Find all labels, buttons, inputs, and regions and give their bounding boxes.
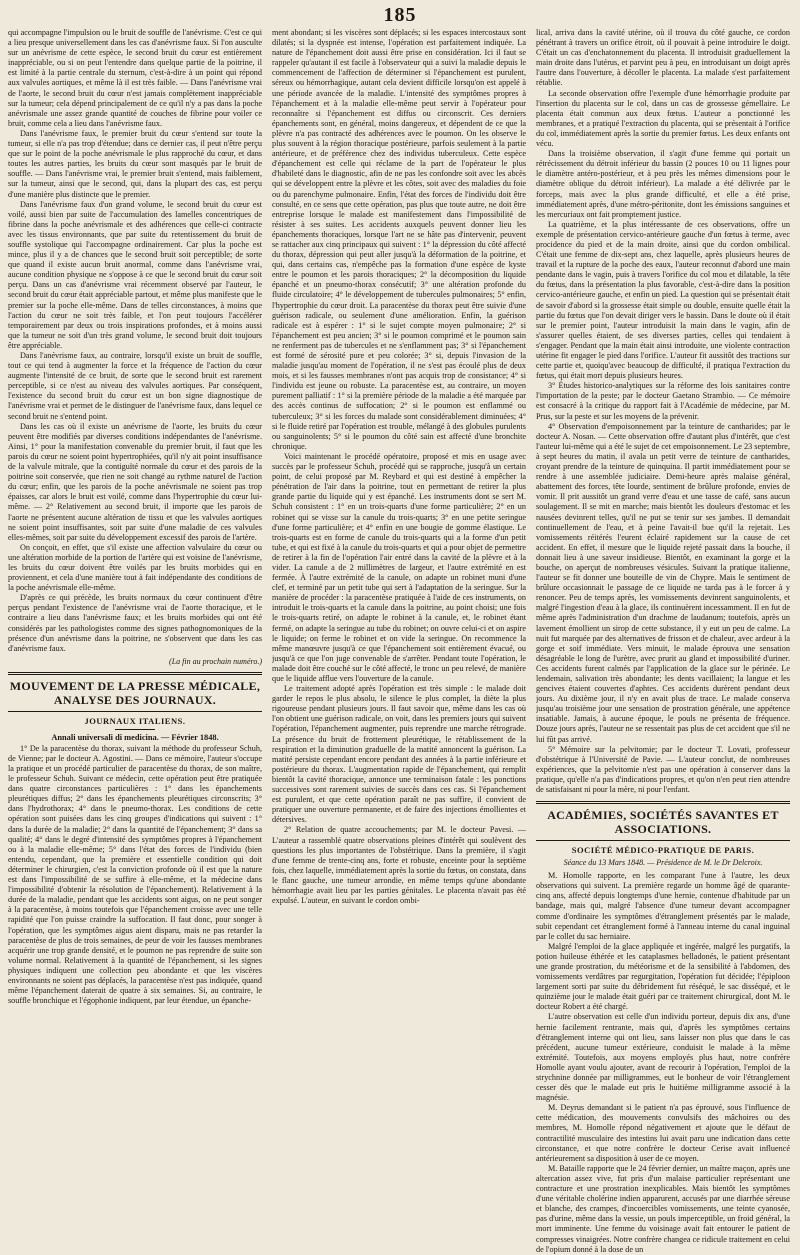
subheading-society: SOCIÉTÉ MÉDICO-PRATIQUE DE PARIS. [571, 845, 755, 856]
paragraph: qui accompagne l'impulsion ou le bruit de souffle de l'anévrisme. C'est ce qui a lieu presque universellement dans les cas d'anévrisme faux. Si l'on ausculte sur un anévrisme de cette espèce, le second bruit du cœur est entièrement inappréciable, ou si on peut l'entendre dans quelque partie de la poitrine, il est limité à la partie centrale du sternum, c'est-à-dire à un point qui répond aux valvules aortiques, et même là il est très faible. — Dans l'anévrisme vrai de l'aorte, le second bruit du cœur n'est jamais complètement inappréciable sur la tumeur; cela dépend principalement de ce qu'il n'y a pas dans la poche anévrismale une assez grande quantité de couches de fibrine pour voiler ce bruit, comme cela a lieu dans l'anévrisme faux. [8, 28, 262, 128]
section-divider [536, 801, 790, 804]
paragraph: lical, arriva dans la cavité utérine, où il trouva du côté gauche, ce cordon pénétrant à travers un orifice étroit, où il pouvait à peine introduire le doigt. C'était un cas d'enchatonnement du placenta. Il introduisit graduellement la main droite dans l'utérus, et parvint peu à peu, en introduisant un doigt après l'autre dans l'ouverture, à décoller le placenta. La malade s'est parfaitement rétablie. [536, 28, 790, 88]
paragraph: 1° De la paracentèse du thorax, suivant la méthode du professeur Schuh, de Vienne; par le docteur A. Agostini. — Dans ce mémoire, l'auteur s'occupe la pratique et un procédé particulier de paracentèse du thorax, de son maître, le professeur Schuh. Suivant ce médecin, cette opération peut être pratiquée dans quatre circonstances particulières : 1° dans les épanchements pleurétiques diffus; 2° dans les épanchements pleurétiques circonscrits; 3° dans l'hydrothorax; 4° dans le pneumo-thorax. Les conditions de cette opération sont puisées dans les cinq groupes d'indications qui suivent : 1° dans la durée de la maladie; 2° dans la quantité de l'épanchement; 3° dans sa qualité; 4° dans le degré d'intensité des symptômes propres à l'épanchement ou à la maladie elle-même; 5° dans l'état des forces de l'individu (bien entendu, cependant, que la première et essentielle condition qui doit déterminer le chirurgien, c'est la conviction profonde où il est que la nature est dans l'impossibilité de se suffire à elle-même, et la médecine dans l'impossibilité d'obtenir la résolution de l'épanchement). Relativement à la durée de la maladie, pendant que les accidents sont aigus, on ne peut songer à la paracentèse, à moins toutefois que l'épanchement croisse avec une telle rapidité que l'on puisse craindre la suffocation. Il faut donc, pour songer à l'opération, que les symptômes aigus aient disparu, mais ne pas retarder la paracentèse de plus de trois semaines, de peur de voir les fausses membranes acquérir une trop grande densité, et le poumon ne pas reprendre de suite son volume normal. Relativement à la quantité de l'épanchement, si les signes physiques indiquent une collection peu abondante et que les viscères environnants ne soient pas déplacés, la paracentèse n'est pas indiquée, quand même l'épanchement daterait de quatre à six semaines. Si, au contraire, le souffle bronchique et l'égophonie indiquent, par leur étendue, un épanche- [8, 743, 262, 1006]
paragraph: La seconde observation offre l'exemple d'une hémorrhagie produite par l'insertion du placenta sur le col, dans un cas de grossesse gémellaire. Le placenta était commun aux deux fœtus. L'auteur a ponctionné les membranes, et a pratiqué l'extraction du placenta, qui se présentait à l'orifice du col, immédiatement après la sortie du premier fœtus. Les deux enfants ont vécu. [536, 88, 790, 149]
page-number: 185 [383, 4, 417, 26]
paragraph: L'autre observation est celle d'un individu porteur, depuis dix ans, d'une hernie facilement rentrante, mais qui, d'après les symptômes certains d'étranglement interne qui ont lieu, sans laisser non plus que dans le cas précédent, aucune tumeur extérieure, conduisit le malade à la même extrémité. Toutefois, aux moyens employés plus haut, notre confrère Homolle ayant voulu ajouter, avant de recourir à l'opération, l'emploi de la strychnine donnée par milligrammes, eut le bonheur de voir l'étranglement cesser dès que le malade eut pris le huitième milligramme associé à la magnésie. [536, 1012, 790, 1103]
paragraph: On conçoit, en effet, que s'il existe une affection valvulaire du cœur ou une altération morbide de la portion de l'artère qui est voisine de l'anévrisme, les bruits du cœur doivent être voilés par les bruits morbides qui en proviennent, et cela d'une manière tout à fait indépendante des conditions de la poche anévrismale elle-même. [8, 542, 262, 593]
paragraph: 4° Observation d'empoisonnement par la teinture de cantharides; par le docteur A. Nosan. — Cette observation offre d'autant plus d'intérêt, que c'est l'auteur lui-même qui a été le sujet de cet empoisonnement. Le 23 septembre, à sept heures du matin, il avala un petit verre de teinture de cantharides, croyant prendre de la teinture de quinquina. Il partit immédiatement pour se rendre à une assemblée judiciaire. Demi-heure après malaise général, abattement des forces, tête lourde, sentiment de brûlure profonde, envies de vomir. Il prit aussitôt un grand verre d'eau et une tasse de café, sans aucun soulagement. Il se mit en marche; mais bientôt les douleurs d'estomac et les nausées devinrent telles, qu'il ne put se tenir sur ses jambes. Il demandait continuellement de l'eau, et à peine l'avait-il bue qu'il la rejetait. Les vomissements réitérés l'eurent éclairé rapidement sur la cause de cet accident. En effet, il mesure que le liquide rejeté passait dans la bouche, il donnait lieu à une saveur insidieuse. Bientôt, en examinant la gorge et la bouche, on aperçut de nombreuses vésicules. Suivant la pratique italienne, l'auteur se fit donner une bouteille de vin de Chypre. Mais le sentiment de brûlure occasionnait le passage de ce liquide ne tarda pas à le forcer à y renoncer. Peu de temps après, les vomissements devinrent sanguinolents, et malgré l'ingestion d'eau à la glace, ils continuèrent incessamment. Il en fut de même après l'administration d'un drachme de laudanum; toutefois, après un lavement émollient un sirop de cette substance, il y eut un peu de calme. La nuit fut marquée par des alternatives de frisson et de chaleur, avec ardeur à la gorge et soif immédiate. Vers minuit, le malade éprouva une sensation désagréable le long de l'urètre, avec prurit au gland et impossibilité d'uriner. Ces accidents furent calmés par l'application de la glace sur le périnée. Le lendemain, salivation très abondante; les dents vacillaient; la langue et les gencives étaient couvertes d'aphtes. Ces accidents durèrent pendant deux jours. Au dixième jour, il n'y en avait plus de trace. Le malade conserva jusqu'au troisième jour une sensation de prostration générale, une appétence insatiable. Jamais, à aucune époque, le pouls ne présenta de fréquence. Douze jours après, l'auteur ne se ressentait pas plus de cet accident que s'il ne lui fût pas arrivé. [536, 421, 790, 744]
paragraph: M. Deyrus demandant si le patient n'a pas éprouvé, sous l'influence de cette médication, des mouvements convulsifs des mâchoires ou des membres, M. Homolle répond négativement et ajoute que le défaut de contractilité musculaire des intestins lui avait paru une indication dans cette circonstance, et que notre confrère le docteur Cerise avait influencé antérieurement sa disposition à user de ce moyen. [536, 1103, 790, 1163]
paragraph: D'après ce qui précède, les bruits normaux du cœur continuent d'être perçus pendant l'existence de l'anévrisme vrai de l'aorte thoracique, et le contraire a lieu dans l'anévrisme faux; et les bruits morbides qui ont été considérés par les pathologistes comme des signes pathognomoniques de la présence d'un anévrisme dans la poitrine, ne s'observent que dans les cas d'anévrisme faux. [8, 593, 262, 653]
column-right [536, 28, 790, 1255]
three-columns [8, 28, 792, 1255]
section-heading-press: MOUVEMENT DE LA PRESSE MÉDICALE, ANALYSE DES JOURNAUX. [9, 678, 261, 707]
subheading-journals: JOURNAUX ITALIENS. [84, 715, 186, 726]
journal-title: Annali universali di medicina. — Février 1848. [51, 732, 219, 742]
paragraph: La quatrième, et la plus intéressante de ces observations, offre un exemple de présentation cervico-antérieure gauche d'un fœtus à terme, avec procidence du pied et de la main droite, ainsi que du cordon ombilical. C'était une femme de dix-sept ans, chez laquelle, après plusieurs heures de travail et la rupture de la poche des eaux, l'auteur reconnut d'abord une main pendante dans le vagin, puis à travers l'orifice du col mou et dilatable, la tête du fœtus, dans la présentation la plus favorable, c'est-à-dire dans la position cervico-antérieure gauche, et enfin un pied. La question qui se présentait était de savoir d'abord si la grossesse était simple ou double, ensuite quelle était la partie du fœtus que l'on devait diriger vers le bassin. Dans le doute où il était sur le premier point, l'auteur introduisit la main dans le vagin, afin de s'assurer quelles étaient, de ses diverses parties, celles qui tendaient à s'engager. Pendant que la main était ainsi introduite, une violente contraction utérine fit engager le pied dans l'orifice. L'auteur fit aussitôt des tractions sur cette partie et, quoiqu'avec beaucoup de difficulté, il pratiqua l'extraction du fœtus, qui était mort depuis plusieurs heures. [536, 219, 790, 381]
divider [8, 711, 262, 712]
paragraph: 3° Études historico-analytiques sur la réforme des lois sanitaires contre l'importation de la peste; par le docteur Gaetano Strambio. — Ce mémoire est consacré à la critique du rapport fait à l'Académie de médecine, par M. Prus, sur la peste et sur les moyens de la prévenir. [536, 381, 790, 421]
paragraph: Voici maintenant le procédé opératoire, proposé et mis en usage avec succès par le professeur Schuh, procédé qui se rapproche, jusqu'à un certain point, de celui proposé par M. Reybard et qui est destiné à empêcher la pénétration de l'air dans la poitrine, tout en permettant de retirer la plus grande partie du liquide qui y est épanché. Les instruments dont se sert M. Schuh consistent : 1° en un trois-quarts d'une forme particulière; 2° en un robinet qui se visse sur la canule du trois-quarts; 3° en une petite seringue d'une forme particulière; et 4° enfin en une bougie de gomme élastique. Le trois-quarts est en forme de canule du trois-quarts qui a la forme d'un petit tube, et qui est fixé à la canule du trois-quarts et qui a pour objet de permettre de retirer à la fin de l'opération l'air entré dans la cavité de la plèvre et à la vider. La canule a de 2 millimètres de largeur, et l'autre extrémité en est fermée. À l'autre extrémité de la canule, on adapte un robinet muni d'une clef, et terminé par un petit tube qui sert à l'adaptation de la seringue. Sur la manière de procéder : la paracentèse pratiquée à l'aide de ces instruments, on introduit le trois-quarts et la canule dans la poitrine, au point choisi; une fois le trois-quarts retiré, on adapte le robinet à la canule, et, le robinet étant fermé, on adapte la seringue au tube du robinet; on ouvre celui-ci et on aspire le liquide; on ferme le robinet et on vide la seringue. On recommence la même manœuvre jusqu'à ce que l'épanchement soit entièrement évacué, ou jusqu'à ce que l'on juge convenable de s'arrêter. Pendant toute l'opération, le malade doit être couché sur le côté affecté, le tronc un peu relevé, de manière que le liquide afflue vers l'ouverture de la canule. [272, 451, 526, 683]
column-middle [272, 28, 526, 906]
paragraph: Dans la troisième observation, il s'agit d'une femme qui portait un rétrécissement du détroit inférieur du bassin (2 pouces 10 ou 11 lignes pour le diamètre antéro-postérieur, et à peu près les mêmes dimensions pour le diamètre oblique du détroit inférieur). La malade a été délivrée par le forceps, mais avec la plus grande difficulté, et elle a été prise, immédiatement après, d'une métro-péritonite, dont les émissions sanguines et les mercuriaux ont fait promptement justice. [536, 149, 790, 219]
paragraph: ment abondant; si les viscères sont déplacés; si les espaces intercostaux sont dilatés; si la dyspnée est intense, l'opération est parfaitement indiquée. La nature de l'épanchement doit aussi être prise en considération. Ici il faut se rappeler qu'autant il est facile à l'observateur qui a suivi la maladie depuis le commencement de l'affection de déterminer si l'épanchement est purulent, séreux ou hémorrhagique, autant cela devient difficile lorsqu'on est appelé à une période avancée de la maladie. L'intensité des symptômes propres à l'épanchement et à la maladie elle-même peut servir à l'opérateur pour reconnaître si l'épanchement est diffus ou circonscrit. Ces derniers épanchements sont, en général, moins dangereux, et dépendent de ce que la plèvre n'a pas contracté des adhérences avec le poumon. On les observe le plus souvent à la région thoracique postérieure, parfois seulement à la partie antérieure, et de préférence chez des individus tuberculeux. Cette espèce d'épanchement est celle qui réclame de la part de l'opérateur le plus d'habileté dans le diagnostic, afin de ne pas les confondre soit avec les abcès qui se développent entre la plèvre et les côtes, soit avec des maladies du foie ou du parenchyme pulmonaire. Enfin, l'état des forces de l'individu doit être consulté, en ce sens que cette opération, pas plus que toute autre, ne doit être entreprise lorsque le malade est manifestement dans l'impossibilité de résister à ses suites. Les accidents auxquels peuvent donner lieu les épanchements thoraciques, lorsque l'art ne se hâte pas d'intervenir, peuvent se rattacher aux cinq principaux qui suivent : 1° la dépression du côté affecté du thorax, dépression qui peut aller jusqu'à la déformation de la poitrine, et qui, dans certains cas, n'empêche pas la formation d'une espèce de kyste entre le poumon et les parois thoraciques; 2° la décomposition du liquide épanché et un pneumo-thorax consécutif; 3° une altération profonde du fluide circulatoire; 4° le développement de tubercules pulmonaires; 5° enfin, l'hypertrophie du cœur droit. La paracentèse du thorax peut être suivie d'une guérison radicale, ou seulement d'une amélioration. Enfin, la guérison radicale est à espérer : 1° si le sujet compte moyen pulmonaire; 2° si l'épanchement est peu ancien; 3° si le poumon comprimé et le poumon sain ne renferment pas de tubercules et ne s'enflamment pas; 3° si l'épanchement est formé de sérosité pure et peu colorée; 3° si, depuis l'invasion de la maladie jusqu'au moment de l'opération, il ne s'est pas écoulé plus de deux mois, et si les fausses membranes n'ont pas acquis trop de consistance; 4° si l'individu est jeune ou robuste. La paracentèse est, au contraire, un moyen purement palliatif : 1° si la première période de la maladie a été marquée par des accès continus de suffocation; 2° si le poumon est enflammé ou tuberculeux; 3° si les forces du malade sont considérablement diminuées; 4° si le fluide retiré par l'opération est trouble, mélangé à des globules purulents ou sanguinolents; 5° si le poumon du côté sain est affecté d'une bronchite chronique. [272, 28, 526, 451]
paragraph: Dans l'anévrisme faux d'un grand volume, le second bruit du cœur est voilé, aussi bien par suite de l'accumulation des lamelles concentriques de fibrine dans la poche anévrismale et des adhérences que celle-ci contracte avec les tissus environnants, que par suite du retentissement du bruit de souffle systolique qui l'accompagne ordinairement. Car plus la poche est mince, plus il y a de chances que le second bruit soit perceptible; de sorte que quand il existe aucun bruit anormal, comme dans l'anévrisme vrai, aucune condition physique ne s'oppose à ce que le second bruit du cœur soit perçu. Dans un cas d'anévrisme vrai récemment observé par l'auteur, le second bruit du cœur était appréciable partout, et même plus manifeste que le premier sur la poche elle-même. Dans de telles circonstances, à moins que l'action du cœur ne soit très faible, et l'on peut toujours l'accélérer temporairement par deux ou trois inspirations profondes, et à moins aussi que la tumeur ne soit d'un très grand volume, le second bruit doit toujours être appréciable. [8, 199, 262, 350]
paragraph: Dans l'anévrisme faux, le premier bruit du cœur s'entend sur toute la tumeur, si elle n'a pas trop d'étendue; dans ce dernier cas, il peut n'être perçu que sur le point de la poche anévrismale le plus rapproché du cœur, et dans toutes les autres parties, les bruits du cœur sont masqués par le bruit de souffle. — Dans l'anévrisme vrai, le premier bruit s'entend, mais faiblement, sur la tumeur, ainsi que le second, qui, dans la plupart des cas, est perçu d'une manière plus distincte que le premier. [8, 128, 262, 199]
paragraph: 2° Relation de quatre accouchements; par M. le docteur Pavesi. — L'auteur a rassemblé quatre observations pleines d'intérêt qui soulèvent des questions les plus importantes de l'obstétrique. Dans la première, il s'agit d'une femme de trente-cinq ans, forte et robuste, enceinte pour la septième fois, chez laquelle, immédiatement après la sortie du fœtus, on constata, dans le flanc gauche, une tumeur arrondie, en même temps qu'une abondante hémorrhagie avait lieu par les parties génitales. Le placenta n'avait pas été expulsé. L'auteur, en suivant le cordon ombi- [272, 825, 526, 906]
paragraph: Malgré l'emploi de la glace appliquée et ingérée, malgré les purgatifs, la potion huileuse éthérée et les cataplasmes belladonés, le patient présentant une grande prostration, du météorisme et de la sensibilité à l'abdomen, des vomissements verdâtres par regurgitation, l'opération fut décidée; l'épiploon largement sorti par suite du débridement fut réséqué, le sac disséqué, et le quinzième jour le malade était guéri par ce traitement chirurgical, dont M. le docteur Robert a été chargé. [536, 941, 790, 1012]
section-divider [8, 672, 262, 675]
session-info: Séance du 13 Mars 1848. — Présidence de M. le Dr Delcroix. [563, 858, 763, 868]
paragraph: M. Bataille rapporte que le 24 février dernier, un maître maçon, après une altercation assez vive, fut pris d'un malaise particulier représentant une contracture et une prostration inexplicables. Mais bientôt les symptômes d'une véritable cholérine indien apparurent, accusés par une diarrhée séreuse et blanche, des crampes, d'incoercibles vomissements, une teinte cyanosée, pas d'urine, même dans la vessie, un pouls imperceptible, un froid général, la mort imminente. Une femme du voisinage avait fait entourer le patient de compresses vinaigrées. Notre confrère changea ce ridicule traitement en celui de l'opium donné à la dose de un [536, 1163, 790, 1254]
column-left [8, 28, 262, 1006]
paragraph: Dans les cas où il existe un anévrisme de l'aorte, les bruits du cœur peuvent être modifiés par diverses conditions indépendantes de l'anévrisme. Ainsi, 1° pour la manifestation convenable du premier bruit, il faut que les parois du cœur ne soient point hypertrophiées, qu'il n'y ait point insuffisance de la valvule mitrale, que la contiguïté normale du cœur et des parois de la poitrine soit conservée, que rien ne soit changé au rythme naturel de l'action du cœur; enfin, que les parois de la poche anévrismale ne soient pas trop épaisses, car alors le bruit est voilé, comme dans l'hypertrophie du cœur lui-même. — 2° Relativement au second bruit, il importe que les parois de l'aorte ne présentent aucune altération de tissu et que les valvules aortiques ne soient point insuffisantes, soit par suite d'une maladie de ces valvules elles-mêmes, soit par suite du développement excessif des parois de l'artère. [8, 421, 262, 542]
paragraph: Le traitement adopté après l'opération est très simple : le malade doit garder le repos le plus absolu, le silence le plus complet, la diète la plus rigoureuse pendant plusieurs jours. Il faut savoir que, même dans les cas où l'on obtient une guérison radicale, on voit, dans les premiers jours qui suivent l'opération, l'épanchement augmenter, puis reprendre une marche rétrograde. La présence du bruit de frottement pleurétique, le rétablissement de la respiration et la diminution graduelle de la matité annoncent la guérison. La matité persiste cependant encore pendant des années à la partie inférieure et postérieure du thorax. L'augmentation rapide de l'épanchement, qui remplit bientôt la cavité thoracique, annonce une terminaison fatale : les ponctions successives sont rarement suivies de succès dans ces cas. Si l'épanchement est purulent, et que cette opération paraît ne pas suffire, il convient de pratiquer une ouverture permanente, et de faire des injections émollientes et détersives. [272, 684, 526, 825]
paragraph: M. Homolle rapporte, en les comparant l'une à l'autre, les deux observations qui suivent. La première regarde un homme âgé de quarante-cinq ans, affecté depuis longtemps d'une hernie, contenue d'habitude par un bandage, mais qui, malgré l'absence d'une tumeur devant accompagner comme d'ordinaire les symptômes d'étranglement présentés par le malade, subit cependant cet étranglement formé à l'anneau interne du canal inguinal par le collet du sac herniaire. [536, 871, 790, 941]
continuation-note: (La fin au prochain numéro.) [169, 656, 262, 666]
section-heading-academies: ACADÉMIES, SOCIÉTÉS SAVANTES ET ASSOCIATIONS. [547, 808, 779, 837]
short-divider [115, 729, 155, 730]
paragraph: 5° Mémoire sur la pelvitomie; par le docteur T. Lovati, professeur d'obstétrique à l'Université de Pavie. — L'auteur conclut, de nombreuses expériences, que la pelvitomie n'est pas une opération à conserver dans la pratique, qu'elle n'a pas d'indications propres, et qu'on n'en peut rien attendre de satisfaisant ni pour la mère, ni pour l'enfant. [536, 744, 790, 795]
divider [536, 840, 790, 841]
paragraph: Dans l'anévrisme faux, au contraire, lorsqu'il existe un bruit de souffle, tout ce qui tend à augmenter la force et la fréquence de l'action du cœur augmente l'intensité de ce bruit, de sorte que le second bruit est rarement perceptible, si ce n'est au niveau des valvules aortiques. Par conséquent, l'existence du second bruit du cœur est un bon signe diagnostique de l'anévrisme vrai et permet de le distinguer de l'anévrisme faux, dans lequel ce second bruit ne s'entend point. [8, 351, 262, 421]
